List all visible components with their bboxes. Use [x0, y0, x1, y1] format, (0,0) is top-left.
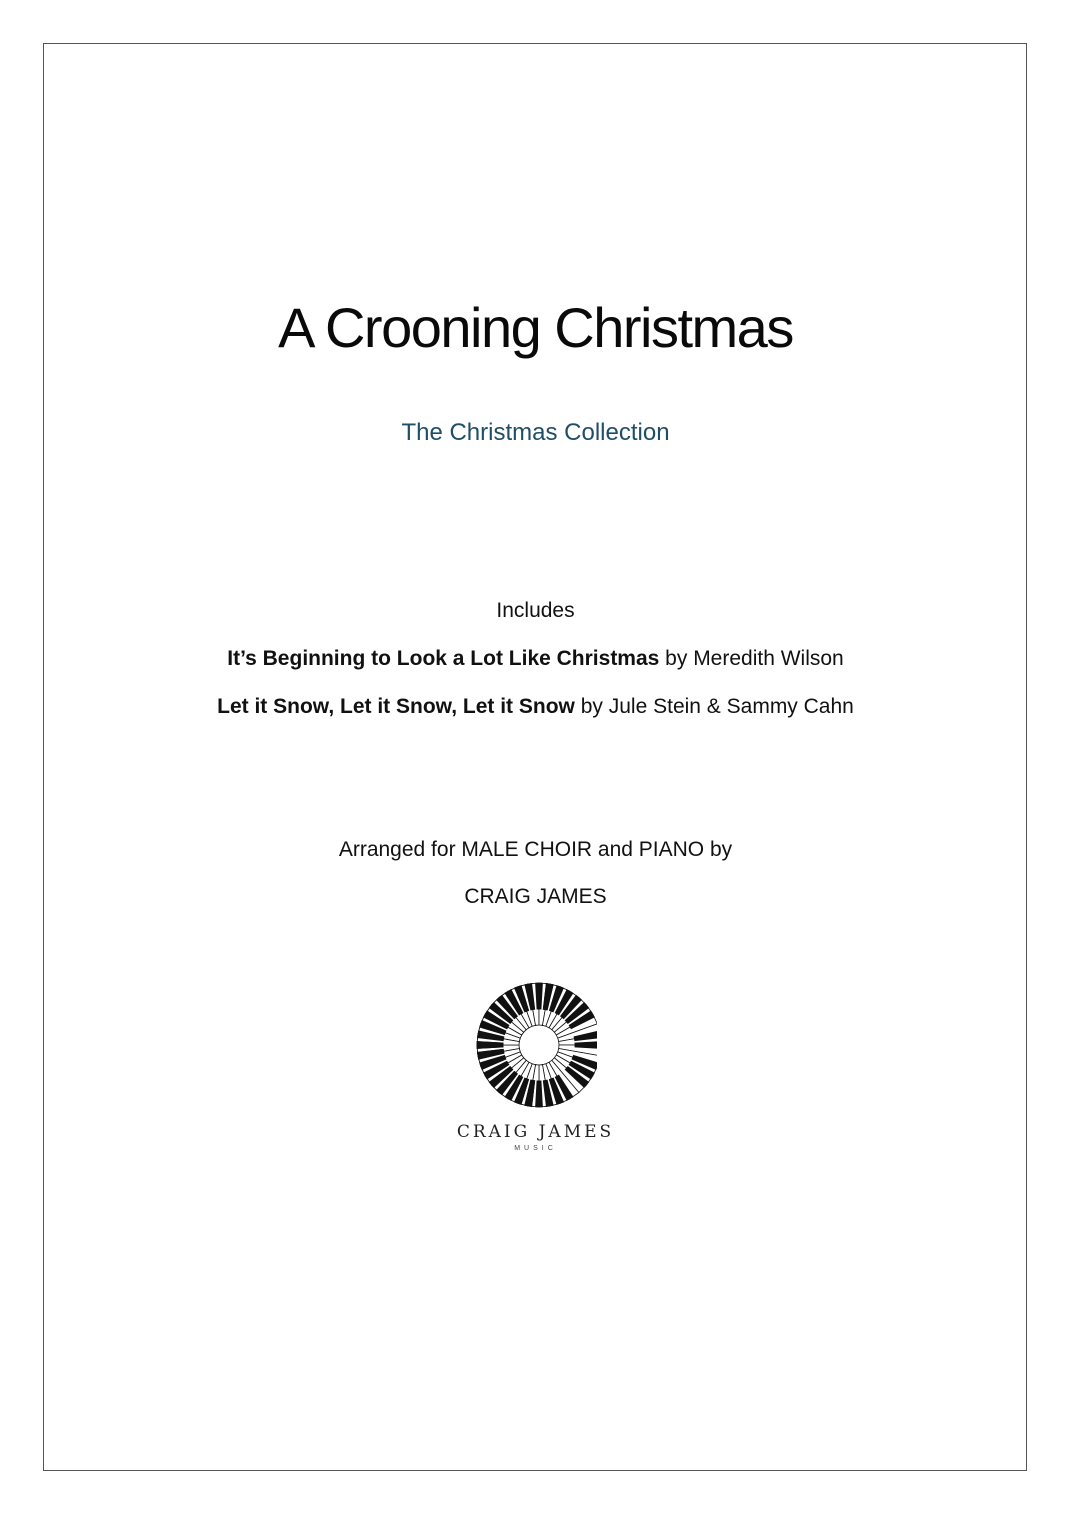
- arranger-name: CRAIG JAMES: [464, 885, 607, 908]
- song-title: Let it Snow, Let it Snow, Let it Snow: [217, 695, 575, 718]
- page-border: [43, 43, 1027, 1471]
- logo-tagline: MUSIC: [514, 1145, 557, 1152]
- arranged-line: Arranged for MALE CHOIR and PIANO by: [338, 838, 733, 861]
- collection-subtitle: The Christmas Collection: [401, 419, 670, 446]
- song-credit: by Jule Stein & Sammy Cahn: [574, 695, 854, 718]
- song-line: [0, 645, 1071, 673]
- logo-brand-name: CRAIG JAMES: [456, 1122, 615, 1142]
- page-title: A Crooning Christmas: [278, 296, 793, 359]
- includes-label: Includes: [496, 599, 575, 622]
- piano-keys-c-logo-icon: [475, 978, 597, 1113]
- song-line: [0, 693, 1071, 721]
- song-credit: by Meredith Wilson: [659, 647, 844, 670]
- song-title: It’s Beginning to Look a Lot Like Christmas: [227, 647, 660, 670]
